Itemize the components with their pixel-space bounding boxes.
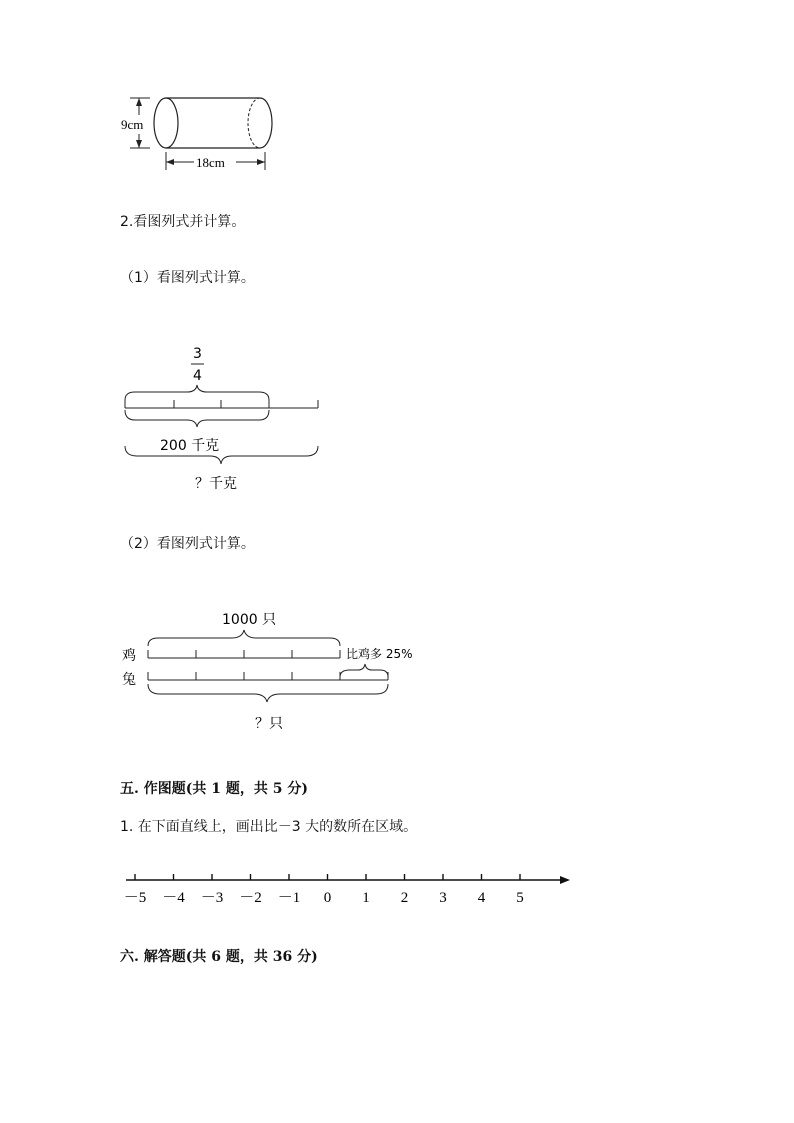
height-label: 9cm <box>121 117 144 132</box>
number-line-label: 5 <box>516 890 524 906</box>
number-line-label: 2 <box>400 890 409 906</box>
cylinder-right-front <box>260 98 272 148</box>
known-brace <box>125 410 269 427</box>
number-line-label: －3 <box>200 890 224 906</box>
section5-heading: 五. 作图题(共 1 题，共 5 分) <box>120 781 308 797</box>
number-line-label: －4 <box>162 890 185 906</box>
height-arrow-up <box>136 98 142 106</box>
section5-question1: 1. 在下面直线上，画出比－3 大的数所在区域。 <box>120 819 418 835</box>
fraction-numerator: 3 <box>193 346 202 362</box>
fraction-denominator: 4 <box>193 368 202 384</box>
total-brace <box>125 446 318 464</box>
number-line-label: －1 <box>277 890 301 906</box>
cylinder-right-hidden <box>248 98 260 148</box>
number-line-label: －5 <box>123 890 147 906</box>
unknown-label: ？千克 <box>195 476 237 492</box>
q2-part1-label: （1）看图列式计算。 <box>120 270 255 286</box>
section6-heading: 六. 解答题(共 6 题，共 36 分) <box>120 949 318 965</box>
total-rabbit-brace <box>148 684 388 702</box>
number-line-label: 1 <box>362 890 370 906</box>
cylinder-svg <box>0 0 794 200</box>
extra-brace <box>340 664 388 677</box>
number-line-svg <box>0 860 794 920</box>
q2-title: 2.看图列式并计算。 <box>120 214 246 230</box>
top-label: 1000 只 <box>222 612 277 628</box>
rabbit-unknown-label: ？只 <box>255 716 283 732</box>
height-arrow-down <box>136 140 142 148</box>
length-label: 18cm <box>196 155 225 170</box>
number-line-label: 0 <box>323 890 332 906</box>
extra-label: 比鸡多 25% <box>346 647 413 661</box>
known-label: 200 千克 <box>160 438 220 454</box>
chicken-label: 鸡 <box>122 648 136 664</box>
part2-svg <box>0 600 794 740</box>
part2-diagram <box>0 600 794 740</box>
cylinder-left-face <box>154 98 178 148</box>
cylinder-figure <box>0 0 794 200</box>
part1-svg <box>0 330 794 500</box>
length-arrow-right <box>257 159 265 165</box>
number-line-arrow <box>560 876 570 884</box>
part1-diagram <box>0 330 794 500</box>
chicken-brace <box>148 630 340 646</box>
number-line-label: 4 <box>477 890 486 906</box>
length-arrow-left <box>166 159 174 165</box>
rabbit-label: 兔 <box>122 672 136 688</box>
number-line-label: －2 <box>239 890 262 906</box>
top-brace <box>125 385 269 400</box>
q2-part2-label: （2）看图列式计算。 <box>120 536 255 552</box>
number-line <box>0 860 794 920</box>
number-line-label: 3 <box>439 890 447 906</box>
